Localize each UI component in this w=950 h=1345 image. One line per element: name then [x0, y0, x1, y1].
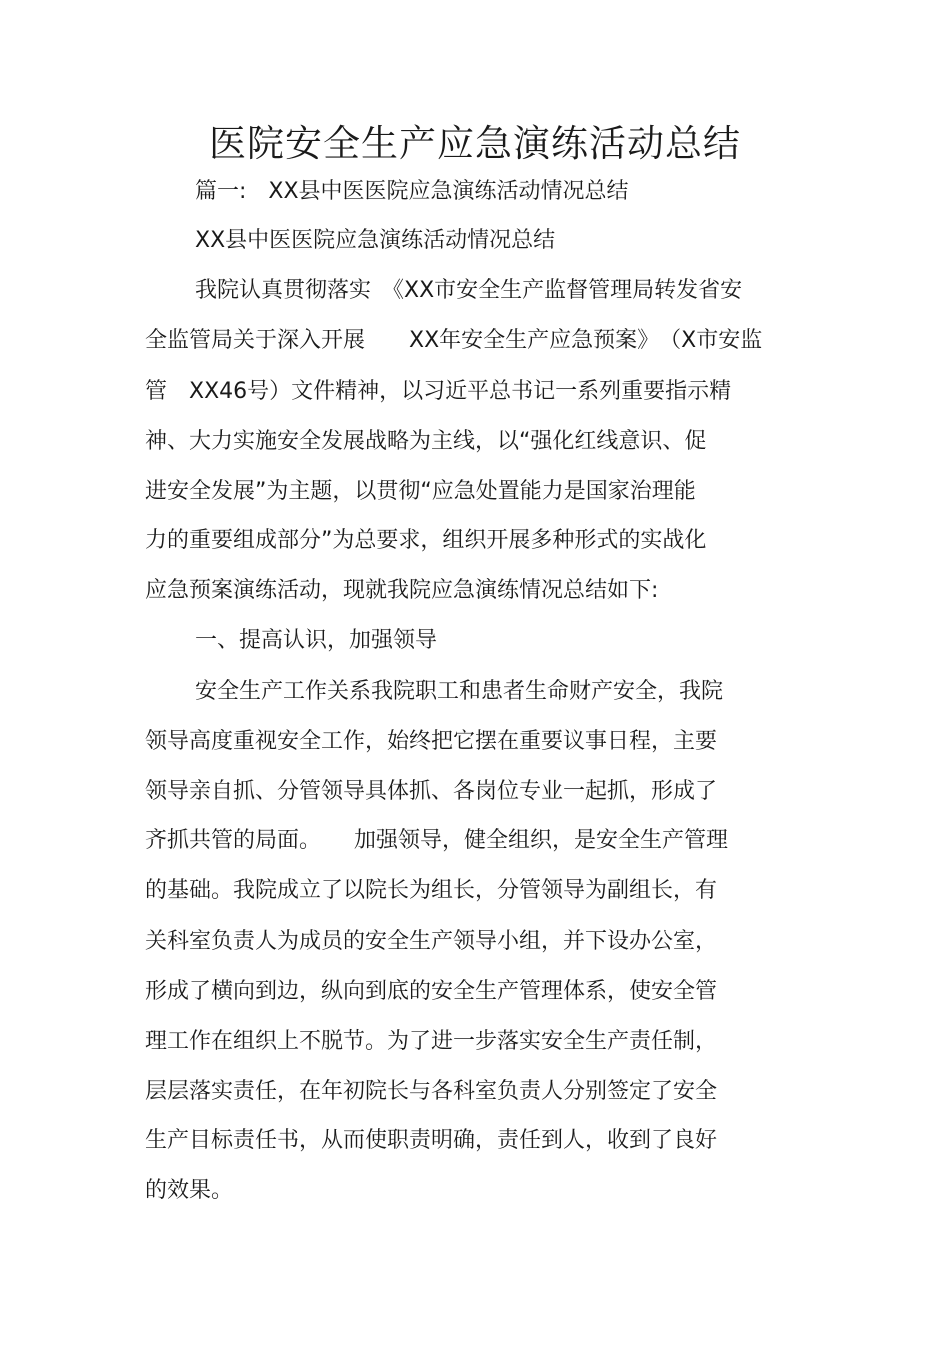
section-heading-1: 篇一: XX县中医医院应急演练活动情况总结 — [195, 179, 629, 204]
paragraph-line: 的基础。我院成立了以院长为组长，分管领导为副组长，有 — [145, 878, 718, 903]
paragraph-line: 力的重要组成部分”为总要求，组织开展多种形式的实战化 — [145, 528, 707, 553]
paragraph-line: 应急预案演练活动，现就我院应急演练情况总结如下: — [145, 578, 659, 603]
paragraph-line: 层层落实责任，在年初院长与各科室负责人分别签定了安全 — [145, 1079, 718, 1104]
paragraph-line: 生产目标责任书，从而使职责明确，责任到人，收到了良好 — [145, 1128, 718, 1153]
paragraph-line: 齐抓共管的局面。 加强领导，健全组织，是安全生产管理 — [145, 828, 729, 853]
subtitle: XX县中医医院应急演练活动情况总结 — [195, 228, 556, 253]
paragraph-line: 领导高度重视安全工作，始终把它摆在重要议事日程，主要 — [145, 729, 718, 754]
paragraph-line: 全监管局关于深入开展 XX年安全生产应急预案》 （X市安监 — [145, 328, 763, 353]
paragraph-line: 管 XX46号）文件精神，以习近平总书记一系列重要指示精 — [145, 379, 732, 404]
document-title: 医院安全生产应急演练活动总结 — [209, 122, 741, 165]
paragraph-line: 关科室负责人为成员的安全生产领导小组，并下设办公室， — [145, 929, 718, 954]
paragraph-line: 安全生产工作关系我院职工和患者生命财产安全，我院 — [195, 679, 724, 704]
paragraph-line: 我院认真贯彻落实 《XX市安全生产监督管理局转发省安 — [195, 278, 743, 303]
paragraph-line: 形成了横向到边，纵向到底的安全生产管理体系，使安全管 — [145, 979, 718, 1004]
paragraph-line: 神、大力实施安全发展战略为主线，以“强化红线意识、促 — [145, 429, 707, 454]
paragraph-line: 的效果。 — [145, 1178, 234, 1203]
paragraph-line: 理工作在组织上不脱节。为了进一步落实安全生产责任制， — [145, 1029, 718, 1054]
paragraph-line: 领导亲自抓、分管领导具体抓、各岗位专业一起抓，形成了 — [145, 779, 718, 804]
section-heading-2: 一、提高认识，加强领导 — [195, 628, 438, 653]
paragraph-line: 进安全发展”为主题，以贯彻“应急处置能力是国家治理能 — [145, 479, 696, 504]
